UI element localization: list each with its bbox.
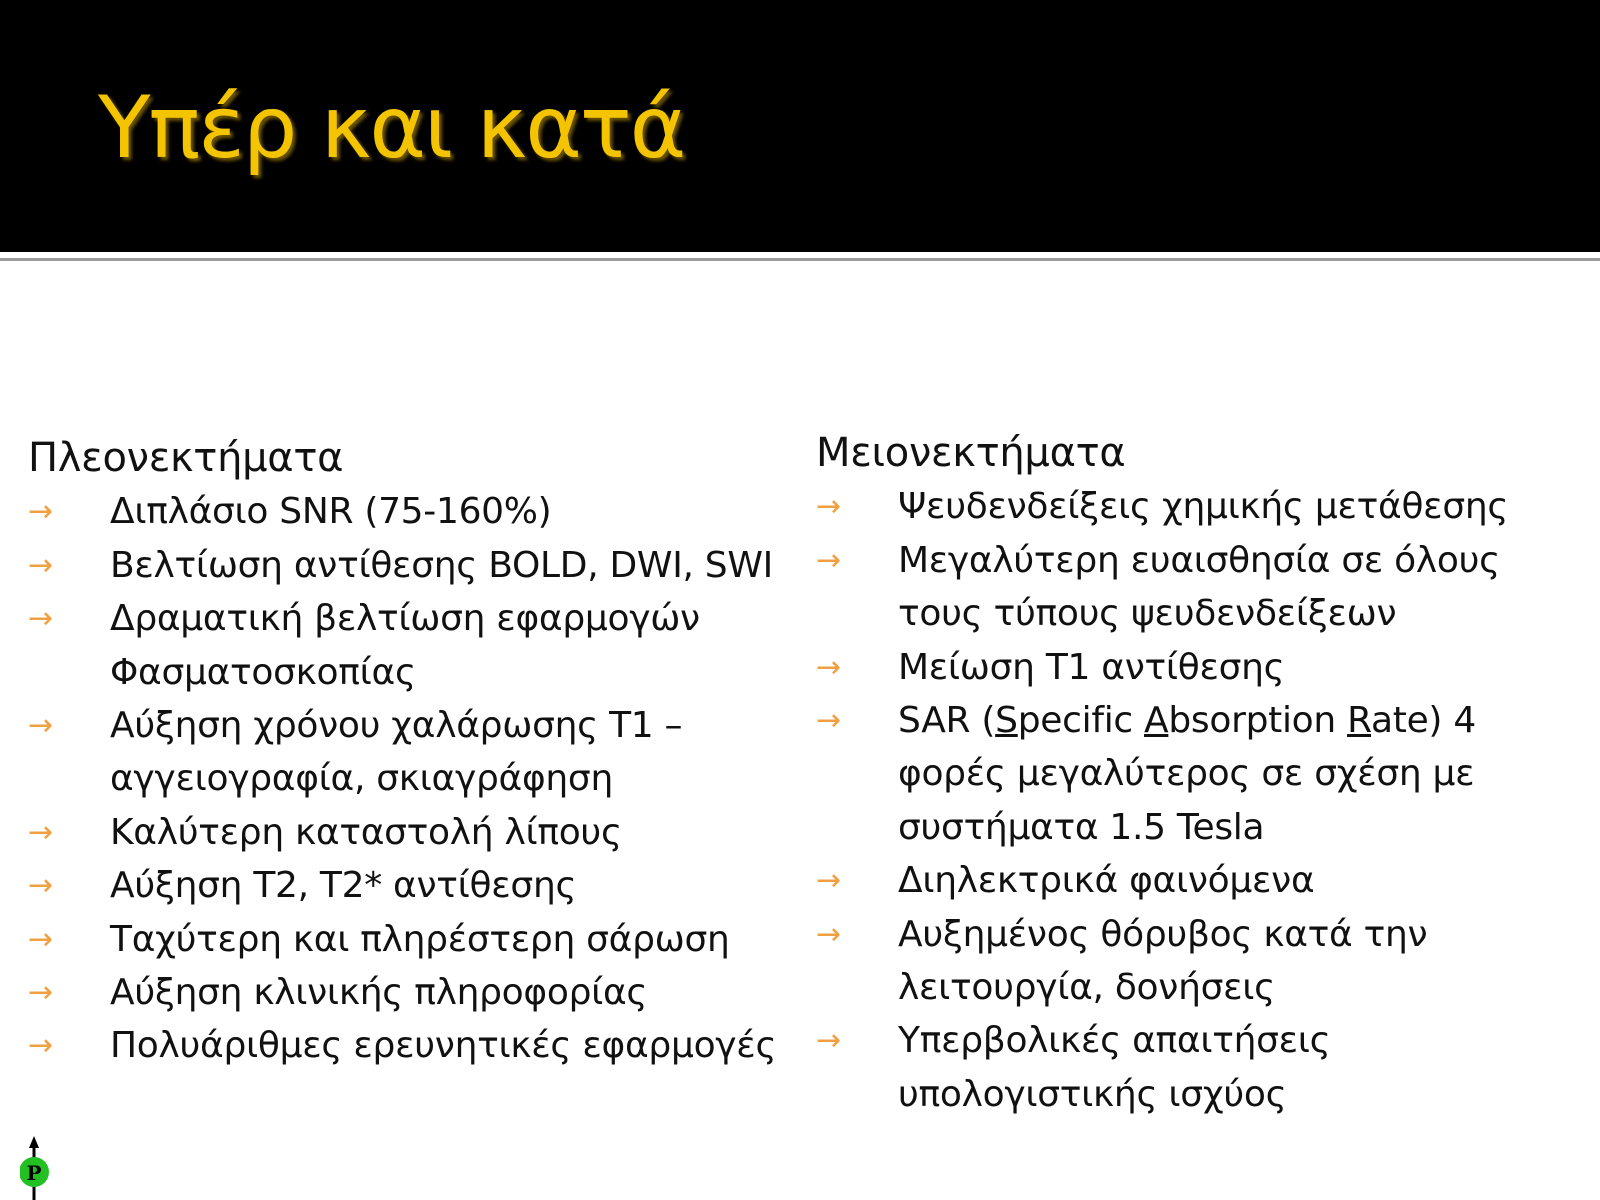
- disadvantages-list: [816, 480, 1596, 1121]
- list-item-line: υπολογιστικής ισχύος: [898, 1073, 1287, 1115]
- divider: [0, 252, 1600, 256]
- slide-title: Υπέρ και κατά: [98, 78, 685, 178]
- right-arrow-icon: →: [816, 916, 841, 952]
- right-arrow-icon: →: [28, 547, 53, 583]
- list-item: [816, 534, 1596, 641]
- disadvantages-column: [816, 427, 1596, 1121]
- right-arrow-icon: →: [28, 1028, 53, 1064]
- list-item-line: Μεγαλύτερη ευαισθησία σε όλους: [898, 539, 1500, 581]
- right-arrow-icon: →: [28, 921, 53, 957]
- sar-text-part: SAR (: [898, 700, 996, 742]
- sar-text-part: R: [1347, 700, 1371, 742]
- list-item-line: Διηλεκτρικά φαινόμενα: [898, 860, 1315, 902]
- pointer-pin-icon: [20, 1136, 60, 1200]
- right-arrow-icon: →: [816, 542, 841, 578]
- list-item-line: τους τύπους ψευδενδείξεων: [898, 593, 1397, 635]
- list-item-line: Αυξημένος θόρυβος κατά την: [898, 913, 1428, 955]
- title-bar: [0, 0, 1600, 252]
- list-item: [28, 485, 808, 538]
- sar-text-part: S: [995, 700, 1018, 742]
- right-arrow-icon: →: [28, 868, 53, 904]
- right-arrow-icon: →: [816, 1023, 841, 1059]
- list-item-line: αγγειογραφία, σκιαγράφηση: [110, 758, 613, 800]
- right-arrow-icon: →: [28, 494, 53, 530]
- advantages-heading: Πλεονεκτήματα: [28, 435, 344, 481]
- disadvantages-heading: Μειονεκτήματα: [816, 430, 1126, 476]
- right-arrow-icon: →: [816, 489, 841, 525]
- right-arrow-icon: →: [28, 814, 53, 850]
- list-item: [28, 859, 808, 912]
- list-item-line: Δραματική βελτίωση εφαρμογών: [110, 598, 700, 640]
- list-item: [28, 699, 808, 806]
- list-item-line: Ψευδενδείξεις χημικής μετάθεσης: [898, 486, 1509, 528]
- list-item-line: [898, 694, 1596, 747]
- sar-text-part: ate) 4: [1371, 700, 1476, 742]
- right-arrow-icon: →: [28, 708, 53, 744]
- list-item-line: Αύξηση Τ2, Τ2* αντίθεσης: [110, 865, 577, 907]
- list-item-line: συστήματα 1.5 Tesla: [898, 806, 1265, 848]
- right-arrow-icon: →: [28, 601, 53, 637]
- right-arrow-icon: →: [816, 703, 841, 739]
- list-item-line: Διπλάσιο SNR (75-160%): [110, 491, 552, 533]
- sar-text-part: bsorption: [1168, 700, 1348, 742]
- list-item-line: Βελτίωση αντίθεσης BOLD, DWI, SWI: [110, 544, 773, 586]
- list-item: [28, 592, 808, 699]
- list-item-line: Πολυάριθμες ερευνητικές εφαρμογές: [110, 1025, 777, 1067]
- list-item-line: φορές μεγαλύτερος σε σχέση με: [898, 753, 1475, 795]
- list-item: [816, 480, 1596, 533]
- right-arrow-icon: →: [816, 649, 841, 685]
- advantages-list: [28, 485, 808, 1072]
- advantages-column: [28, 432, 808, 1073]
- list-item: [28, 806, 808, 859]
- list-item: [816, 1014, 1596, 1121]
- list-item-line: Φασματοσκοπίας: [110, 651, 416, 693]
- list-item: [28, 1019, 808, 1072]
- list-item: [28, 539, 808, 592]
- list-item-line: Αύξηση κλινικής πληροφορίας: [110, 972, 648, 1014]
- sar-text-part: pecific: [1017, 700, 1145, 742]
- list-item-line: Υπερβολικές απαιτήσεις: [898, 1020, 1331, 1062]
- list-item: [816, 908, 1596, 1015]
- right-arrow-icon: →: [816, 863, 841, 899]
- list-item: [816, 694, 1596, 854]
- list-item-line: λειτουργία, δονήσεις: [898, 967, 1275, 1009]
- list-item-line: Αύξηση χρόνου χαλάρωσης Τ1 –: [110, 705, 683, 747]
- list-item: [28, 966, 808, 1019]
- list-item-line: Μείωση Τ1 αντίθεσης: [898, 646, 1285, 688]
- list-item-line: Καλύτερη καταστολή λίπους: [110, 811, 622, 853]
- list-item-line: Ταχύτερη και πληρέστερη σάρωση: [110, 918, 730, 960]
- sar-text-part: A: [1144, 700, 1169, 742]
- list-item: [816, 854, 1596, 907]
- divider-line: [0, 258, 1600, 261]
- right-arrow-icon: →: [28, 975, 53, 1011]
- svg-text:P: P: [26, 1161, 42, 1185]
- list-item: [28, 913, 808, 966]
- list-item: [816, 641, 1596, 694]
